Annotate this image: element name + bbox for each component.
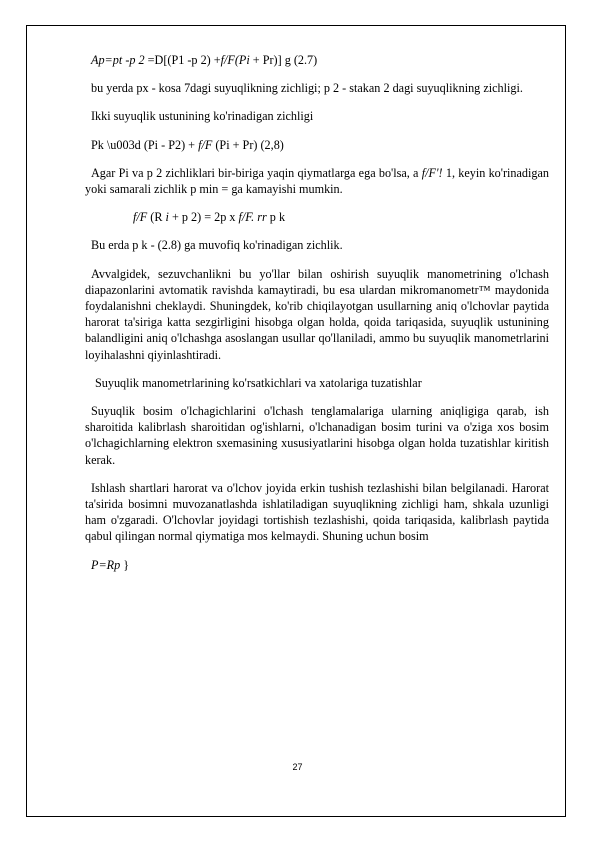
formula-text: (R [147,210,166,225]
formula-text: Pk \u003d (Pi - P2) + [91,137,199,152]
paragraph-ishlash: Ishlash shartlari harorat va o'lchov joyida erkin tushish tezlashishi bilan belgilanadi. Harorat ta'sirida bosimni muvozanatlashda ishlatiladigan suyuqlikning zichligi ham, shkala uzunligi ham o'zgaradi. O'lchovlar joyidagi tortishish tezlashishi, qoida tariqasida, kalibrlash paytida qabul qilingan normal qiymatiga mos kelmaydi. Shuning uchun bosim [85,480,549,544]
formula-text: P=Rp [91,557,121,572]
formula-2-8 [85,137,549,153]
paragraph-two-columns: Ikki suyuqlik ustunining ko'rinadigan zichligi [91,109,314,124]
paragraph-avvalgidek: Avvalgidek, sezuvchanlikni bu yo'llar bilan oshirish suyuqlik manometrining o'lchash diapazonlarini avtomatik ravishda kamaytiradi, bu esa ulardan mikromanometr™ maydonida foydalanishni cheklaydi. Shuningdek, ko'rib chiqilayotgan usullarning aniq o'lchovlar paytida harorat ta'siriga katta sezgirligini hisobga olgan holda, qoida tariqasida, suyuqlik ustunining balandligini aniq o'lchashga asoslangan usullar qo'llaniladi, ammo bu suyuqlik manometrlarini loyihalashni qiyinlashtiradi. [85,266,549,362]
paragraph-px-definition: bu yerda px - kosa 7dagi suyuqlikning zichligi; p 2 - stakan 2 dagi suyuqlikning zichligi. [91,81,523,96]
formula-text: } [120,557,130,572]
paragraph-agar [85,165,549,197]
formula-last [85,557,549,573]
formula-text: =D[(P1 -p 2) + [144,53,221,67]
page-number: 27 [292,762,303,772]
formula-text: + p 2) = 2p x [168,210,239,225]
formula-text: f/F(Pi [220,53,250,67]
formula-text: f/F [198,137,213,152]
paragraph-bu-erda: Bu erda p k - (2.8) ga muvofiq ko'rinadigan zichlik. [91,238,343,253]
section-heading: Suyuqlik manometrlarining ko'rsatkichlari va xatolariga tuzatishlar [95,375,422,390]
formula-min-density [85,209,549,225]
formula-text: p k [266,210,286,225]
formula-text: f/F [133,210,148,225]
paragraph-text: Agar Pi va p 2 zichliklari bir-biriga yaqin qiymatlarga ega bo'lsa, a [91,165,422,180]
formula-text: rr [254,210,267,225]
formula-text: f/F. [238,210,255,225]
formula-text: = [104,53,113,67]
document-body [85,52,549,585]
formula-2-7 [85,52,549,68]
formula-text: i [165,210,169,225]
formula-text: f/F'! [421,165,443,180]
formula-text: Ap [91,53,105,67]
formula-text: p 2 [129,53,145,67]
paragraph-text: 1, keyin ko'rinadigan yoki samarali zichlik p min = ga kamayishi mumkin. [85,165,549,197]
paragraph-suyuqlik: Suyuqlik bosim o'lchagichlarini o'lchash tenglamalariga ularning aniqligiga qarab, ish sharoitida kalibrlash sharoitidan og'ishlarni, o'lchanadigan bosim turini va o'ziga xos bosim o'lchagichlarning elektron sxemasining xususiyatlarini hisobga olgan holda tuzatishlar kiritish kerak. [85,404,549,467]
formula-text: + Pr)] g (2.7) [249,53,318,67]
formula-text: pt [112,53,123,67]
formula-text: (Pi + Pr) (2,8) [212,137,284,152]
formula-text: - [122,53,130,67]
